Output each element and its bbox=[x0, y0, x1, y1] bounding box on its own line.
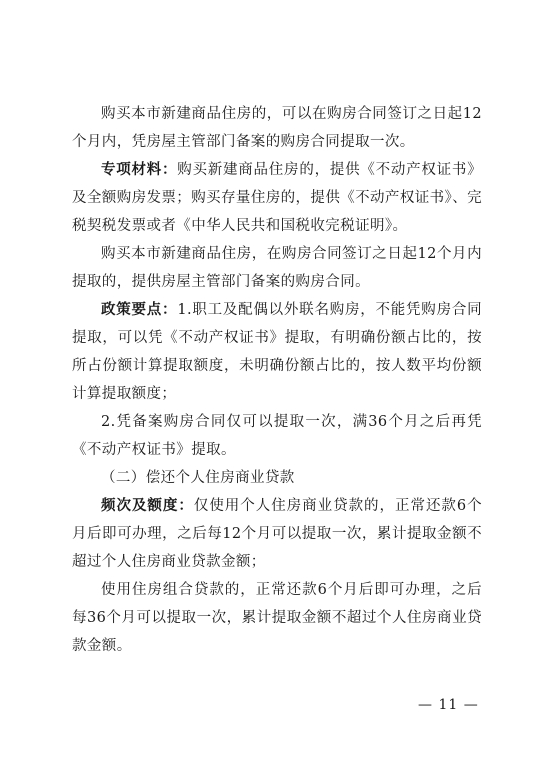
paragraph-text: 仅使用个人住房商业贷款的，正常还款6个月后即可办理，之后每12个月可以提取一次，累计提取金额不超过个人住房商业贷款金额； bbox=[72, 498, 482, 570]
paragraph-lead: 频次及额度： bbox=[101, 497, 194, 514]
document-body bbox=[72, 100, 482, 660]
paragraph-text: 2.凭备案购房合同仅可以提取一次，满36个月之后再凭《不动产权证书》提取。 bbox=[72, 414, 482, 458]
paragraph-policy-points bbox=[72, 296, 482, 408]
paragraph-lead: 专项材料： bbox=[101, 161, 178, 178]
paragraph-purchase-contract bbox=[72, 240, 482, 296]
paragraph-text: 1.职工及配偶以外联名购房，不能凭购房合同提取，可以凭《不动产权证书》提取，有明确份额占比的，按所占份额计算提取额度，未明确份额占比的，按人数平均份额计算提取额度； bbox=[72, 302, 483, 402]
paragraph-frequency-amount bbox=[72, 492, 482, 576]
paragraph-text: 购买新建商品住房的，提供《不动产权证书》及全额购房发票；购买存量住房的，提供《不动产权证书》、完税契税发票或者《中华人民共和国税收完税证明》。 bbox=[72, 162, 483, 234]
paragraph-lead: 政策要点： bbox=[101, 301, 178, 318]
paragraph-combined-loan bbox=[72, 576, 482, 660]
paragraph-text: 使用住房组合贷款的，正常还款6个月后即可办理，之后每36个月可以提取一次，累计提取金额不超过个人住房商业贷款金额。 bbox=[72, 582, 482, 654]
section-heading: （二）偿还个人住房商业贷款 bbox=[101, 470, 295, 486]
paragraph-special-materials bbox=[72, 156, 482, 240]
paragraph-text: 购买本市新建商品住房，在购房合同签订之日起12个月内提取的，提供房屋主管部门备案的购房合同。 bbox=[72, 246, 482, 290]
page-number: — 11 — bbox=[418, 697, 479, 713]
paragraph-text: 购买本市新建商品住房的，可以在购房合同签订之日起12个月内，凭房屋主管部门备案的购房合同提取一次。 bbox=[72, 106, 482, 150]
paragraph-purchase-new-housing bbox=[72, 100, 482, 156]
paragraph-policy-point-2 bbox=[72, 408, 482, 464]
